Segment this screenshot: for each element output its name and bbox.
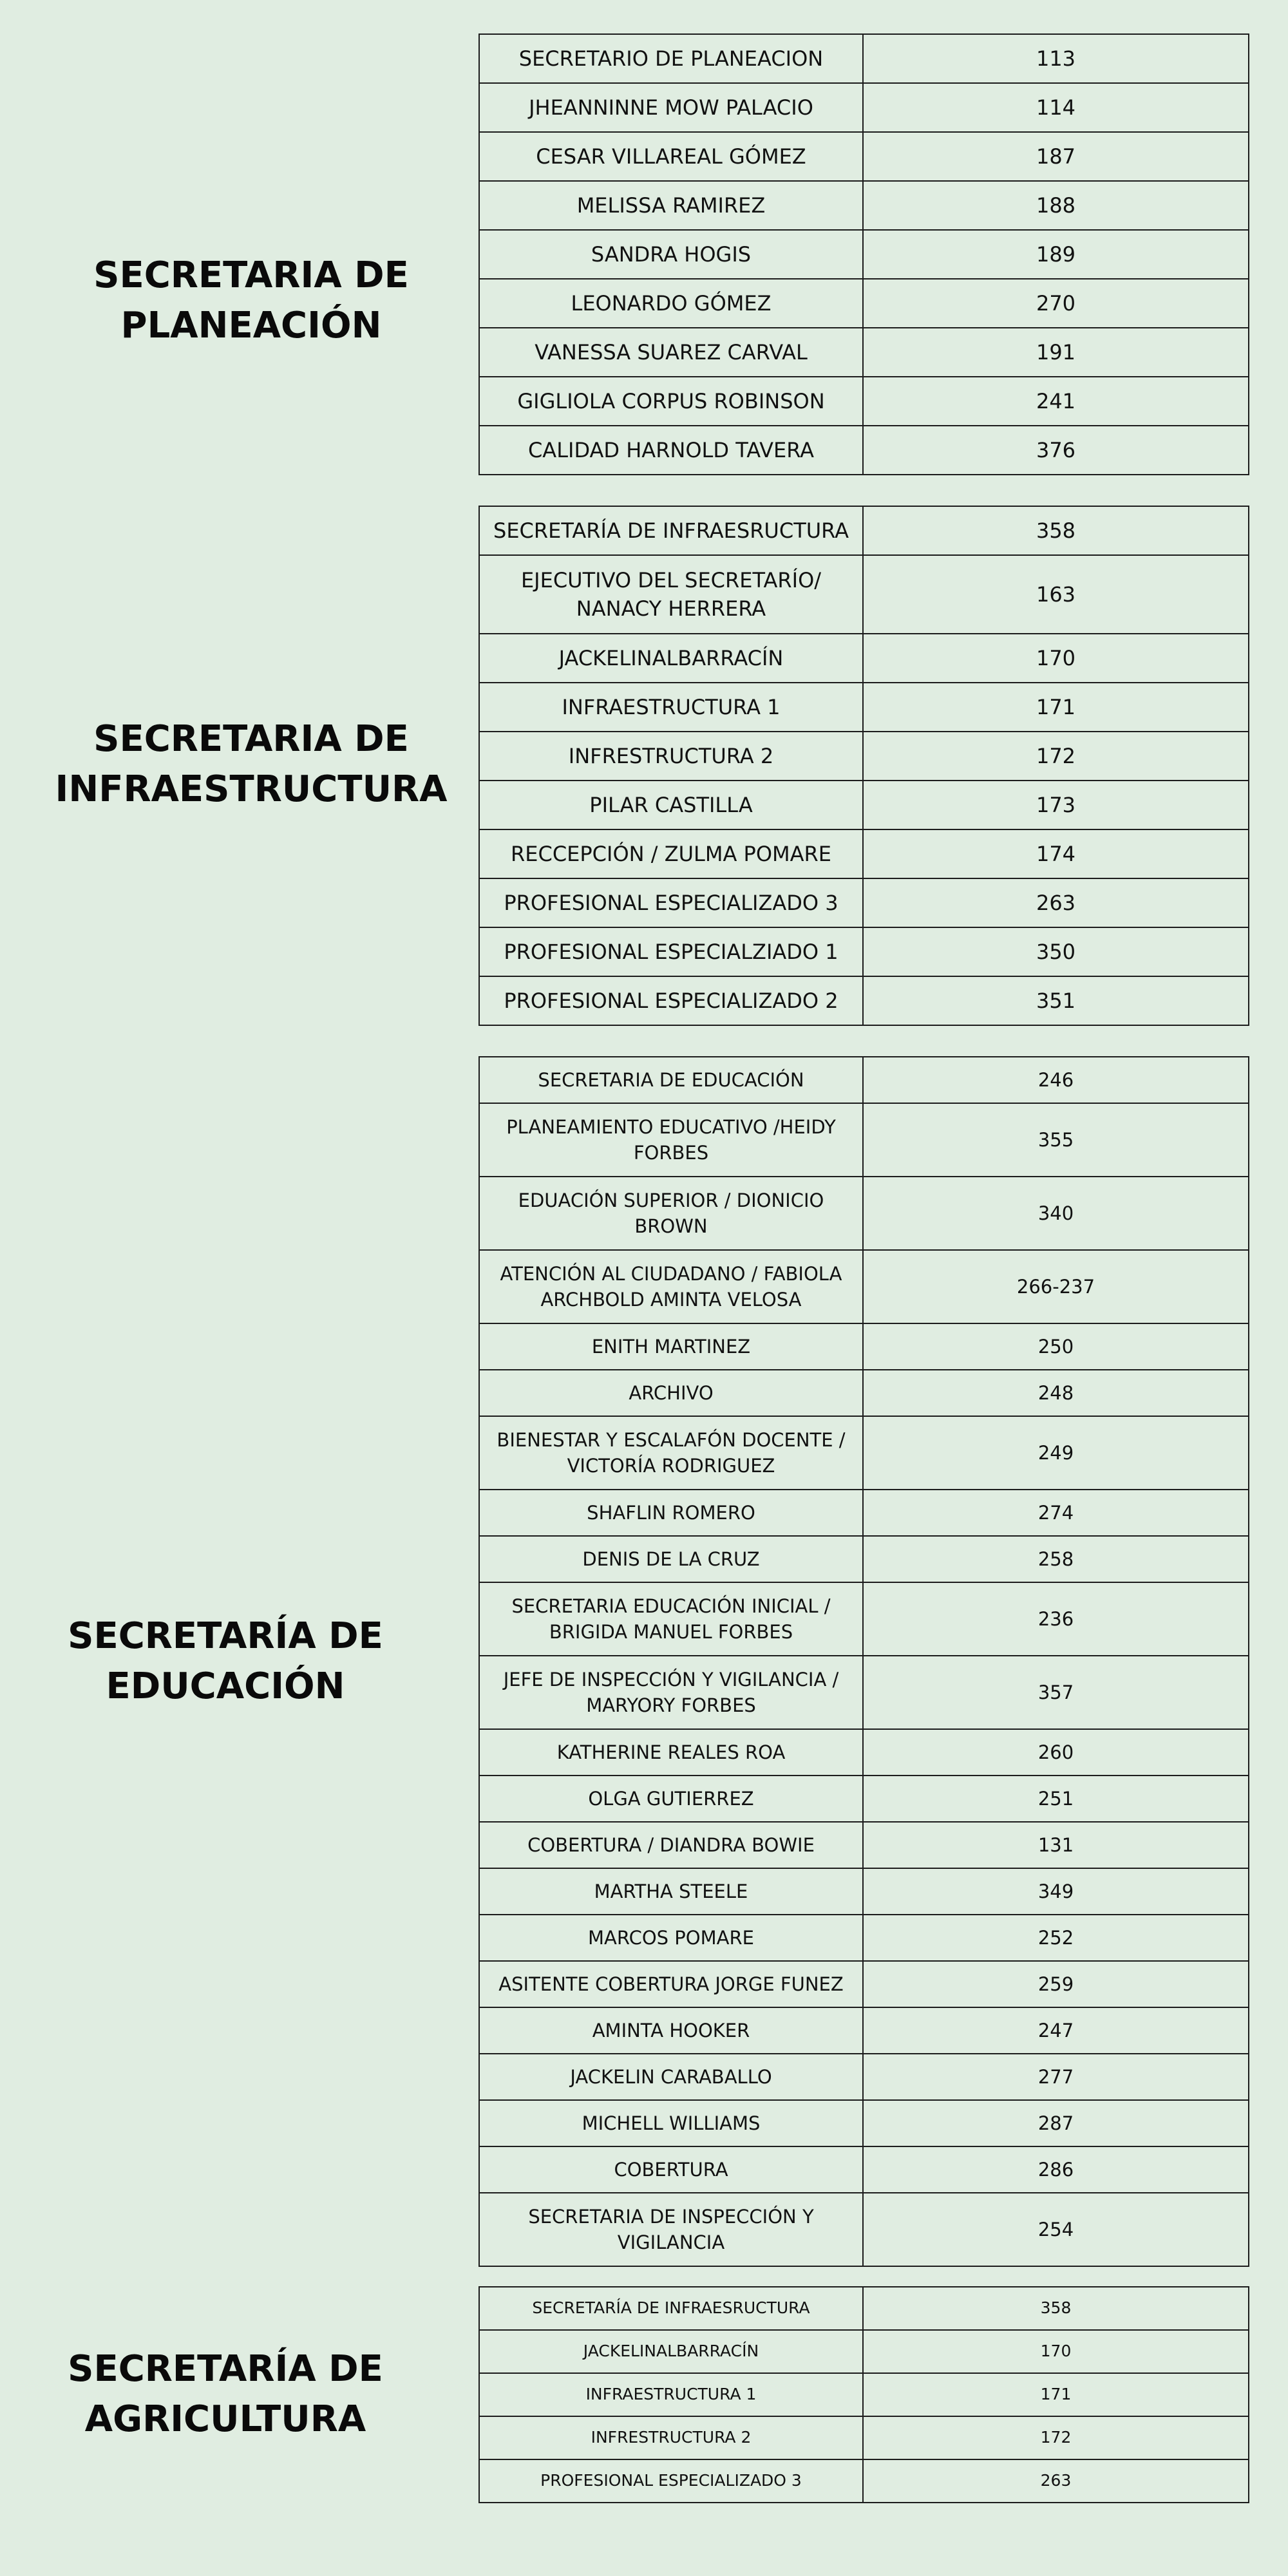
table-row xyxy=(479,1868,1249,1915)
row-extension: 236 xyxy=(863,1582,1249,1656)
row-name: SANDRA HOGIS xyxy=(479,230,863,279)
row-name: AMINTA HOOKER xyxy=(479,2007,863,2054)
table-row xyxy=(479,1103,1249,1177)
row-extension: 266-237 xyxy=(863,1250,1249,1323)
table-row xyxy=(479,1370,1249,1416)
row-extension: 355 xyxy=(863,1103,1249,1177)
row-name: LEONARDO GÓMEZ xyxy=(479,279,863,328)
table-row xyxy=(479,1582,1249,1656)
row-extension: 287 xyxy=(863,2100,1249,2146)
row-name: SECRETARÍA DE INFRAESRUCTURA xyxy=(479,506,863,555)
table-row xyxy=(479,1729,1249,1776)
row-extension: 350 xyxy=(863,927,1249,976)
row-extension: 170 xyxy=(863,2330,1249,2373)
row-name: ASITENTE COBERTURA JORGE FUNEZ xyxy=(479,1961,863,2007)
table-row xyxy=(479,2100,1249,2146)
table-row xyxy=(479,2330,1249,2373)
table-row xyxy=(479,2459,1249,2503)
row-name: JACKELINALBARRACÍN xyxy=(479,2330,863,2373)
directory-table-agricultura xyxy=(478,2286,1249,2503)
row-name: PLANEAMIENTO EDUCATIVO /HEIDY FORBES xyxy=(479,1103,863,1177)
row-name: COBERTURA / DIANDRA BOWIE xyxy=(479,1822,863,1868)
row-extension: 260 xyxy=(863,1729,1249,1776)
table-row xyxy=(479,927,1249,976)
table-row xyxy=(479,1822,1249,1868)
row-extension: 252 xyxy=(863,1915,1249,1961)
row-name: INFRESTRUCTURA 2 xyxy=(479,732,863,781)
table-row xyxy=(479,878,1249,927)
row-name: BIENESTAR Y ESCALAFÓN DOCENTE / VICTORÍA RODRIGUEZ xyxy=(479,1416,863,1490)
row-extension: 173 xyxy=(863,781,1249,829)
table-row xyxy=(479,1057,1249,1103)
table-row xyxy=(479,1250,1249,1323)
row-name: OLGA GUTIERREZ xyxy=(479,1776,863,1822)
table-row xyxy=(479,2193,1249,2266)
table-row xyxy=(479,2287,1249,2330)
row-name: EDUACIÓN SUPERIOR / DIONICIO BROWN xyxy=(479,1177,863,1250)
row-name: PROFESIONAL ESPECIALIZADO 2 xyxy=(479,976,863,1025)
table-row xyxy=(479,732,1249,781)
row-extension: 241 xyxy=(863,377,1249,426)
row-name: SECRETARIA DE INSPECCIÓN Y VIGILANCIA xyxy=(479,2193,863,2266)
table-row xyxy=(479,829,1249,878)
row-name: SECRETARÍA DE INFRAESRUCTURA xyxy=(479,2287,863,2330)
table-row xyxy=(479,426,1249,475)
row-extension: 259 xyxy=(863,1961,1249,2007)
section-title-planeacion: SECRETARIA DE PLANEACIÓN xyxy=(93,254,409,346)
table-row xyxy=(479,2007,1249,2054)
section-title-infraestructura: SECRETARIA DE INFRAESTRUCTURA xyxy=(55,718,448,810)
row-name: PROFESIONAL ESPECIALIZADO 3 xyxy=(479,878,863,927)
directory-table-planeacion xyxy=(478,33,1249,475)
row-extension: 189 xyxy=(863,230,1249,279)
section-title-agricultura: SECRETARÍA DE AGRICULTURA xyxy=(68,2348,383,2440)
row-extension: 172 xyxy=(863,732,1249,781)
row-extension: 131 xyxy=(863,1822,1249,1868)
row-name: SECRETARIA EDUCACIÓN INICIAL / BRIGIDA MANUEL FORBES xyxy=(479,1582,863,1656)
row-name: PROFESIONAL ESPECIALZIADO 1 xyxy=(479,927,863,976)
row-extension: 250 xyxy=(863,1323,1249,1370)
directory-table-infraestructura xyxy=(478,506,1249,1026)
table-row xyxy=(479,83,1249,132)
row-name: ATENCIÓN AL CIUDADANO / FABIOLA ARCHBOLD AMINTA VELOSA xyxy=(479,1250,863,1323)
row-name: MICHELL WILLIAMS xyxy=(479,2100,863,2146)
row-name: ARCHIVO xyxy=(479,1370,863,1416)
table-row xyxy=(479,2373,1249,2416)
row-name: JACKELINALBARRACÍN xyxy=(479,634,863,683)
row-extension: 358 xyxy=(863,2287,1249,2330)
table-row xyxy=(479,1656,1249,1729)
table-row xyxy=(479,181,1249,230)
row-name: SECRETARIA DE EDUCACIÓN xyxy=(479,1057,863,1103)
row-extension: 351 xyxy=(863,976,1249,1025)
table-row xyxy=(479,1490,1249,1536)
row-extension: 349 xyxy=(863,1868,1249,1915)
row-extension: 248 xyxy=(863,1370,1249,1416)
row-extension: 258 xyxy=(863,1536,1249,1582)
row-name: RECCEPCIÓN / ZULMA POMARE xyxy=(479,829,863,878)
row-extension: 263 xyxy=(863,2459,1249,2503)
section-title-educacion: SECRETARÍA DE EDUCACIÓN xyxy=(68,1615,383,1707)
row-name: PROFESIONAL ESPECIALIZADO 3 xyxy=(479,2459,863,2503)
table-row xyxy=(479,555,1249,634)
row-extension: 247 xyxy=(863,2007,1249,2054)
table-row xyxy=(479,1776,1249,1822)
row-extension: 246 xyxy=(863,1057,1249,1103)
row-extension: 376 xyxy=(863,426,1249,475)
table-row xyxy=(479,1177,1249,1250)
row-name: ENITH MARTINEZ xyxy=(479,1323,863,1370)
row-extension: 286 xyxy=(863,2146,1249,2193)
row-name: CALIDAD HARNOLD TAVERA xyxy=(479,426,863,475)
row-extension: 263 xyxy=(863,878,1249,927)
row-extension: 114 xyxy=(863,83,1249,132)
row-name: MARTHA STEELE xyxy=(479,1868,863,1915)
row-extension: 274 xyxy=(863,1490,1249,1536)
row-extension: 170 xyxy=(863,634,1249,683)
row-name: SECRETARIO DE PLANEACION xyxy=(479,34,863,83)
row-extension: 171 xyxy=(863,683,1249,732)
table-row xyxy=(479,1323,1249,1370)
row-extension: 163 xyxy=(863,555,1249,634)
table-row xyxy=(479,1416,1249,1490)
row-extension: 191 xyxy=(863,328,1249,377)
row-name: MELISSA RAMIREZ xyxy=(479,181,863,230)
row-name: INFRAESTRUCTURA 1 xyxy=(479,683,863,732)
row-extension: 188 xyxy=(863,181,1249,230)
table-row xyxy=(479,34,1249,83)
row-name: INFRAESTRUCTURA 1 xyxy=(479,2373,863,2416)
row-name: GIGLIOLA CORPUS ROBINSON xyxy=(479,377,863,426)
table-row xyxy=(479,2054,1249,2100)
row-name: INFRESTRUCTURA 2 xyxy=(479,2416,863,2459)
table-row xyxy=(479,132,1249,181)
row-extension: 251 xyxy=(863,1776,1249,1822)
row-extension: 254 xyxy=(863,2193,1249,2266)
table-row xyxy=(479,230,1249,279)
table-row xyxy=(479,1536,1249,1582)
table-row xyxy=(479,976,1249,1025)
table-row xyxy=(479,1915,1249,1961)
row-extension: 172 xyxy=(863,2416,1249,2459)
table-row xyxy=(479,2416,1249,2459)
row-extension: 358 xyxy=(863,506,1249,555)
row-name: VANESSA SUAREZ CARVAL xyxy=(479,328,863,377)
row-extension: 249 xyxy=(863,1416,1249,1490)
row-name: PILAR CASTILLA xyxy=(479,781,863,829)
row-extension: 187 xyxy=(863,132,1249,181)
row-name: SHAFLIN ROMERO xyxy=(479,1490,863,1536)
row-extension: 113 xyxy=(863,34,1249,83)
table-row xyxy=(479,634,1249,683)
row-name: EJECUTIVO DEL SECRETARÍO/ NANACY HERRERA xyxy=(479,555,863,634)
row-name: JEFE DE INSPECCIÓN Y VIGILANCIA / MARYORY FORBES xyxy=(479,1656,863,1729)
table-row xyxy=(479,1961,1249,2007)
table-row xyxy=(479,506,1249,555)
row-extension: 357 xyxy=(863,1656,1249,1729)
row-extension: 171 xyxy=(863,2373,1249,2416)
table-row xyxy=(479,781,1249,829)
row-name: JHEANNINNE MOW PALACIO xyxy=(479,83,863,132)
row-name: COBERTURA xyxy=(479,2146,863,2193)
row-extension: 340 xyxy=(863,1177,1249,1250)
row-extension: 174 xyxy=(863,829,1249,878)
row-name: CESAR VILLAREAL GÓMEZ xyxy=(479,132,863,181)
directory-table-educacion xyxy=(478,1056,1249,2267)
row-extension: 277 xyxy=(863,2054,1249,2100)
row-name: KATHERINE REALES ROA xyxy=(479,1729,863,1776)
row-name: MARCOS POMARE xyxy=(479,1915,863,1961)
row-name: DENIS DE LA CRUZ xyxy=(479,1536,863,1582)
table-row xyxy=(479,279,1249,328)
table-row xyxy=(479,328,1249,377)
row-name: JACKELIN CARABALLO xyxy=(479,2054,863,2100)
row-extension: 270 xyxy=(863,279,1249,328)
table-row xyxy=(479,2146,1249,2193)
table-row xyxy=(479,683,1249,732)
table-row xyxy=(479,377,1249,426)
